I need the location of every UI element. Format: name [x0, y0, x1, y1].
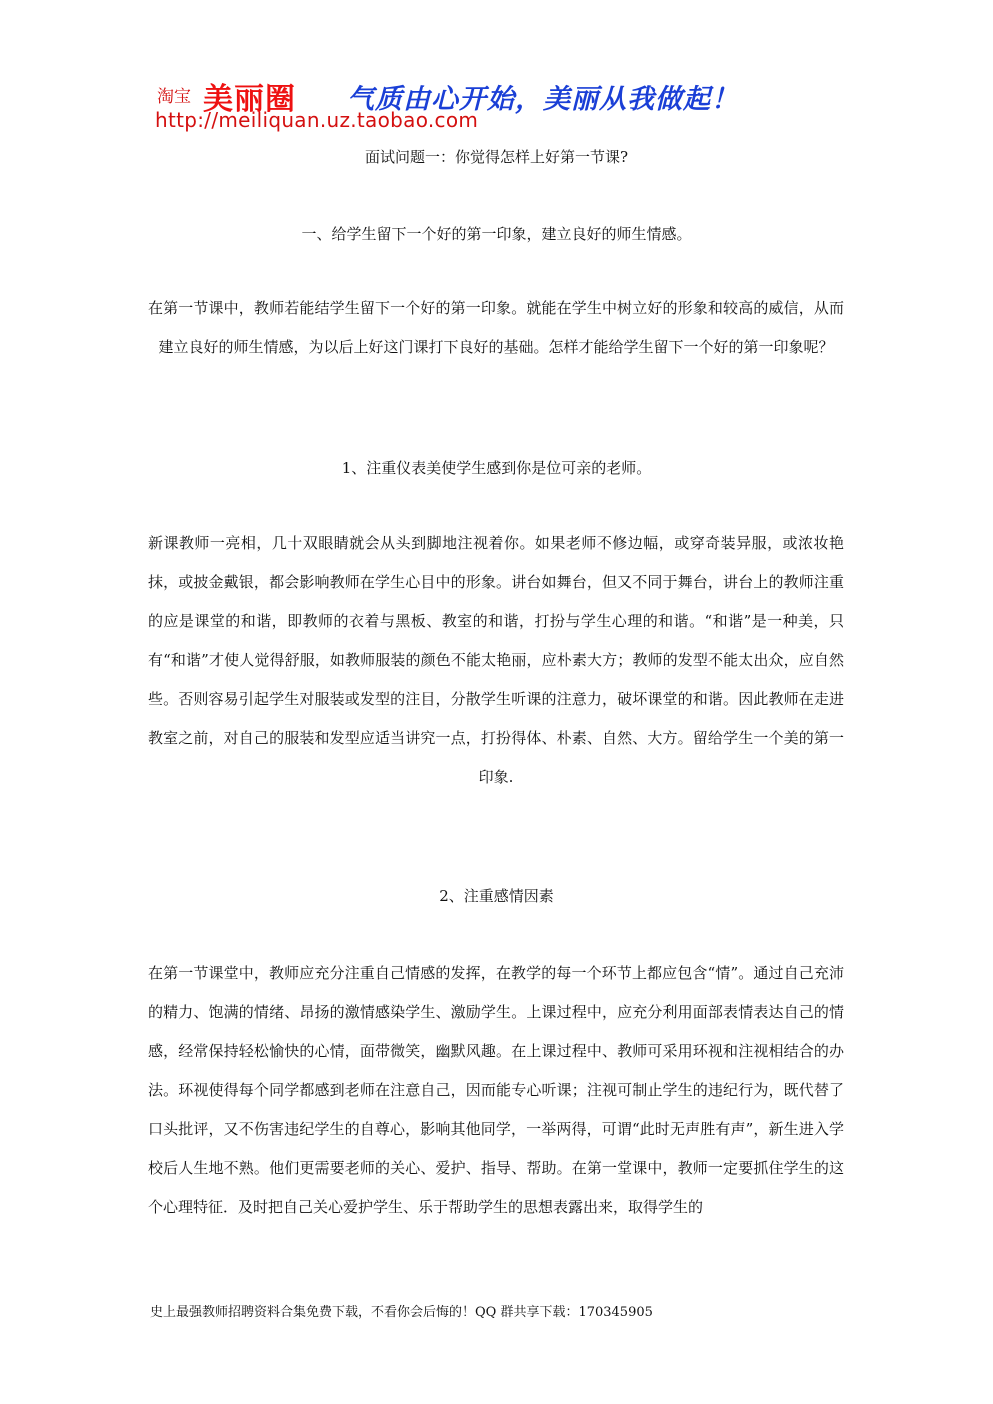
- brand-logo-text: 美丽圈: [203, 82, 296, 117]
- shop-tag: 淘宝: [157, 87, 191, 107]
- shop-url-link[interactable]: http://meiliquan.uz.taobao.com: [155, 108, 479, 132]
- point2-paragraph: 在第一节课堂中，教师应充分注重自己情感的发挥，在教学的每一个环节上都应包含“情”。通过自己充沛的精力、饱满的情绪、昂扬的激情感染学生、激励学生。上课过程中，应充分利用面部表情表达自己的情感，经常保持轻松愉快的心情，面带微笑，幽默风趣。在上课过程中、教师可采用环视和注视相结合的办法。环视使得每个同学都感到老师在注意自己，因而能专心听课；注视可制止学生的违纪行为，既代替了口头批评，又不伤害违纪学生的自尊心，影响其他同学，一举两得，可谓“此时无声胜有声”，新生进入学校后人生地不熟。他们更需要老师的关心、爱护、指导、帮助。在第一堂课中，教师一定要抓住学生的这个心理特征．及时把自己关心爱护学生、乐于帮助学生的思想表露出来，取得学生的: [148, 964, 844, 1216]
- point2-heading: 2、注重感情因素: [439, 887, 554, 905]
- section1-heading: 一、给学生留下一个好的第一印象，建立良好的师生情感。: [301, 225, 692, 243]
- shop-banner: [155, 74, 795, 132]
- page-footer: 史上最强教师招聘资料合集免费下载，不看你会后悔的！QQ 群共享下载：170345905: [150, 1305, 653, 1320]
- banner-slogan: 气质由心开始，美丽从我做起！: [347, 84, 739, 115]
- section1-paragraph: 在第一节课中，教师若能结学生留下一个好的第一印象。就能在学生中树立好的形象和较高的威信，从而建立良好的师生情感，为以后上好这门课打下良好的基础。怎样才能给学生留下一个好的第一印象呢？: [148, 299, 844, 356]
- point1-paragraph: 新课教师一亮相，几十双眼睛就会从头到脚地注视着你。如果老师不修边幅，或穿奇装异服，或浓妆艳抹，或披金戴银，都会影响教师在学生心目中的形象。讲台如舞台，但又不同于舞台，讲台上的教师注重的应是课堂的和谐，即教师的衣着与黑板、教室的和谐，打扮与学生心理的和谐。“和谐”是一种美，只有“和谐”才使人觉得舒服，如教师服装的颜色不能太艳丽，应朴素大方；教师的发型不能太出众，应自然些。否则容易引起学生对服装或发型的注目，分散学生听课的注意力，破坏课堂的和谐。因此教师在走进教室之前，对自己的服装和发型应适当讲究一点，打扮得体、朴素、自然、大方。留给学生一个美的第一印象.: [148, 534, 844, 786]
- document-title: 面试问题一：你觉得怎样上好第一节课?: [364, 148, 629, 166]
- point1-heading: 1、注重仪表美使学生感到你是位可亲的老师。: [341, 459, 652, 477]
